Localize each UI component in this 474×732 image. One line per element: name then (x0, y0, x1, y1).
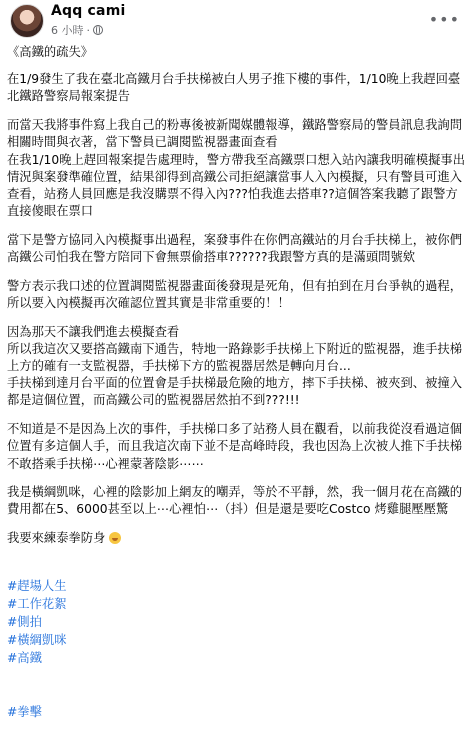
post-paragraph: 不知道是不是因為上次的事件，手扶梯口多了站務人員在觀看，以前我從沒看過這個位置有多這個人手，而且我這次南下並不是高峰時段，我也因為上次被人推下手扶梯不敢搭乘手扶梯⋯心裡蒙著陰影⋯⋯ (7, 422, 462, 471)
author-name[interactable]: Aqq cami (51, 3, 126, 19)
post-paragraph: 我要來練泰拳防身 (7, 531, 106, 546)
post-time[interactable]: 6 小時 (51, 24, 84, 37)
globe-icon (93, 25, 103, 35)
post-paragraph: 而當天我將事件寫上我自己的粉專後被新聞媒體報導，鐵路警察局的警員訊息我詢問相關時間與衣著，當下警員已調閱監視器畫面查看 在我1/10晚上趕回報案提告處理時，警方帶我至高鐵票口想入站內讓我明確模擬事出情況與案發準確位置，結果卻得到高鐵公司拒絕讓當事人入內模擬，只有警員可進入查看，站務人員回應是我沒購票不得入內???怕我進去搭車??這個答案我聽了跟警方直接傻眼在票口 (7, 118, 466, 219)
hashtag-list (7, 559, 467, 721)
post-content (7, 44, 467, 732)
hashtag-link[interactable]: #高鐵 (7, 650, 42, 665)
post-meta: 6 小時 · (51, 22, 103, 38)
post-paragraph: 因為那天不讓我們進去模擬查看 所以我這次又要搭高鐵南下通告，特地一路錄影手扶梯上下附近的監視器，進手扶梯上方的確有一支監視器，手扶梯下方的監視器居然是轉向月台... 手扶梯到達月台平面的位置會是手扶梯最危險的地方，摔下手扶梯、被夾到、被撞入都是這個位置，而高鐵公司的監視器居然拍不到???!!! (7, 324, 462, 408)
post-title: 《高鐵的疏失》 (7, 45, 94, 59)
hashtag-link[interactable]: #橫綱凱咪 (7, 632, 67, 647)
post-header (0, 0, 474, 42)
post-last-line (7, 530, 467, 547)
more-options-icon[interactable]: ••• (428, 10, 460, 29)
post-paragraph: 在1/9發生了我在臺北高鐵月台手扶梯被白人男子推下樓的事件，1/10晚上我趕回臺北鐵路警察局報案提告 (7, 72, 461, 104)
hashtag-link[interactable]: #趕場人生 (7, 578, 67, 593)
hashtag-link[interactable]: #側拍 (7, 614, 42, 629)
hashtag-link[interactable]: #工作花絮 (7, 596, 67, 611)
sweat-smile-emoji-icon (109, 532, 121, 544)
hashtag-link[interactable]: #拳擊 (7, 704, 42, 719)
post-paragraph: 當下是警方協同入內模擬事出過程，案發事件在你們高鐵站的月台手扶梯上，被你們高鐵公司怕我在警方陪同下會無票偷搭車??????我跟警方真的是滿頭問號欸 (7, 232, 462, 265)
post-paragraph: 警方表示我口述的位置調閱監視器畫面後發現是死角，但有拍到在月台爭執的過程，所以要入內模擬再次確認位置其實是非常重要的！！ (7, 278, 462, 310)
avatar[interactable] (10, 4, 44, 38)
post-paragraph: 我是橫綱凱咪，心裡的陰影加上網友的嘲弄，等於不平靜，然，我一個月花在高鐵的費用都在5、6000甚至以上⋯心裡怕⋯（抖）但是還是要吃Costco 烤雞腿壓壓驚 (7, 485, 462, 517)
